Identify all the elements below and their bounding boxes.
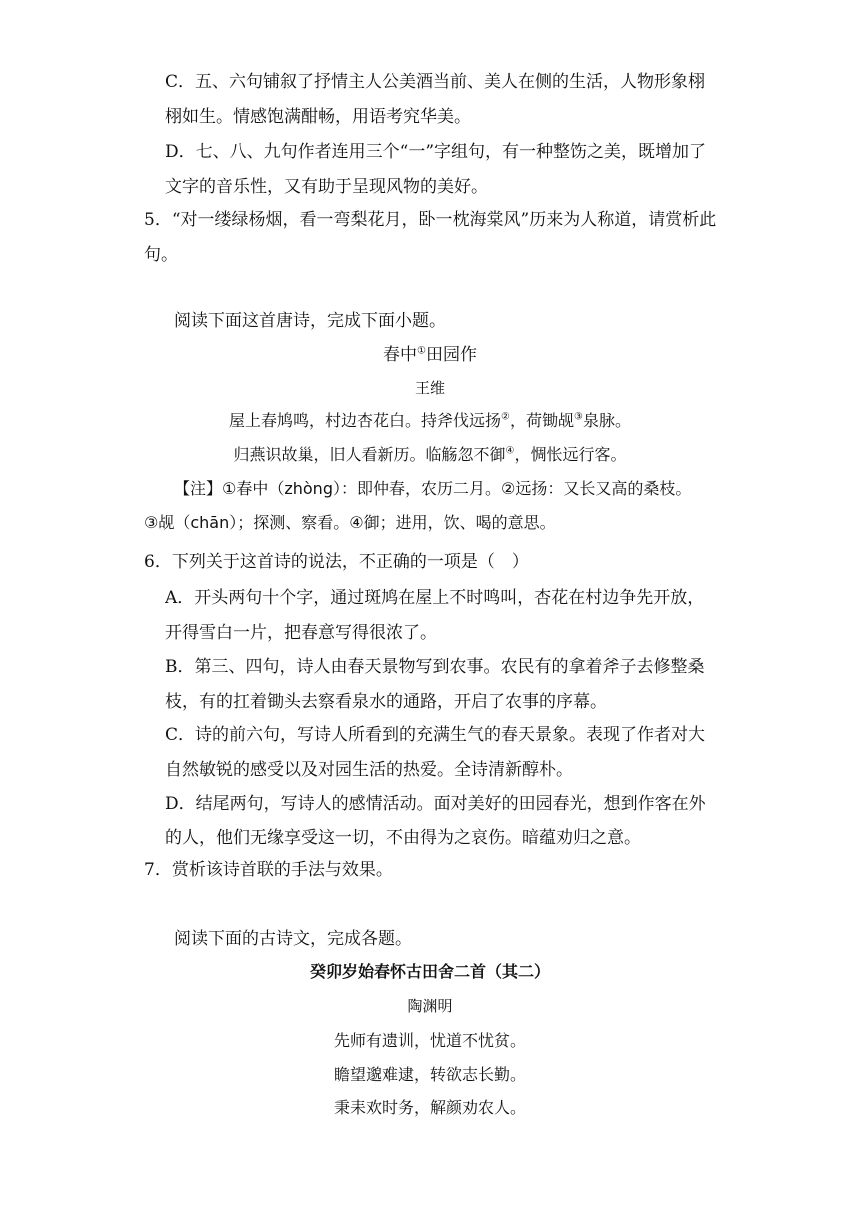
footnote-mark-3: ③ <box>574 411 583 423</box>
option-d-line1: D．七、八、九句作者连用三个“一”字组句，有一种整饬之美，既增加了 <box>165 142 707 162</box>
poem-author-2: 陶渊明 <box>407 997 453 1015</box>
poem-line-1 <box>0 409 860 433</box>
poem-note-line1: 【注】①春中（zhòng）：即仲春，农历二月。②远扬：又长又高的桑枝。 <box>174 479 692 498</box>
poem-author-1: 王维 <box>414 379 445 397</box>
poem-title-part-a: 春中 <box>383 345 418 365</box>
footnote-mark-2: ② <box>501 411 510 423</box>
q6-option-a-line2: 开得雪白一片，把春意写得很浓了。 <box>165 623 437 643</box>
poem-line-2-b: ，惆怅远行客。 <box>514 445 627 464</box>
question-5-line1: 5．“对一缕绿杨烟，看一弯梨花月，卧一枕海棠风”历来为人称道，请赏析此 <box>144 210 717 230</box>
poem-note-line2: ③觇（chān）；探测、察看。④御；进用，饮、喝的意思。 <box>144 513 556 532</box>
q6-option-b-line1: B．第三、四句，诗人由春天景物写到农事。农民有的拿着斧子去修整桑 <box>165 657 705 677</box>
poem2-line-2: 瞻望邈难逮，转欲志长勤。 <box>333 1065 526 1084</box>
question-6: 6．下列关于这首诗的说法，不正确的一项是（ ） <box>144 552 529 572</box>
q6-option-c-line1: C．诗的前六句，写诗人所看到的充满生气的春天景象。表现了作者对大 <box>165 725 706 745</box>
q6-option-d-line1: D．结尾两句，写诗人的感情活动。面对美好的田园春光，想到作客在外 <box>165 794 706 814</box>
option-c-line1: C．五、六句铺叙了抒情主人公美酒当前、美人在侧的生活，人物形象栩 <box>165 72 706 92</box>
poem2-line-3: 秉耒欢时务，解颜劝农人。 <box>333 1098 526 1117</box>
reading-intro-1: 阅读下面这首唐诗，完成下面小题。 <box>174 311 446 331</box>
poem-title-2: 癸卯岁始春怀古田舍二首（其二） <box>309 962 550 981</box>
poem-line-1-b: ，荷锄觇 <box>509 411 574 430</box>
q6-option-a-line1: A．开头两句十个字，通过斑鸠在屋上不时鸣叫，杏花在村边争先开放， <box>165 588 705 608</box>
poem-title-1 <box>0 343 860 367</box>
reading-intro-2: 阅读下面的古诗文，完成各题。 <box>174 929 412 949</box>
poem-line-2-a: 归燕识故巢，旧人看新历。临觞忽不御 <box>233 445 506 464</box>
footnote-mark-4: ④ <box>505 445 515 457</box>
poem-line-2 <box>0 443 860 467</box>
q6-option-d-line2: 的人，他们无缘享受这一切，不由得为之哀伤。暗蕴劝归之意。 <box>165 828 641 848</box>
poem-line-1-c: 泉脉。 <box>582 411 631 430</box>
poem2-line-1: 先师有遗训，忧道不忧贫。 <box>333 1031 526 1050</box>
footnote-mark-1: ① <box>417 345 426 357</box>
question-5-line2: 句。 <box>144 245 178 265</box>
question-7: 7．赏析该诗首联的手法与效果。 <box>144 860 393 880</box>
option-c-line2: 栩如生。情感饱满酣畅，用语考究华美。 <box>165 107 471 127</box>
option-d-line2: 文字的音乐性，又有助于呈现风物的美好。 <box>165 177 488 197</box>
q6-option-b-line2: 枝，有的扛着锄头去察看泉水的通路，开启了农事的序幕。 <box>165 692 607 712</box>
poem-line-1-a: 屋上春鸠鸣，村边杏花白。持斧伐远扬 <box>229 411 502 430</box>
poem-title-part-b: 田园作 <box>425 345 477 365</box>
q6-option-c-line2: 自然敏锐的感受以及对园生活的热爱。全诗清新醇朴。 <box>165 760 573 780</box>
